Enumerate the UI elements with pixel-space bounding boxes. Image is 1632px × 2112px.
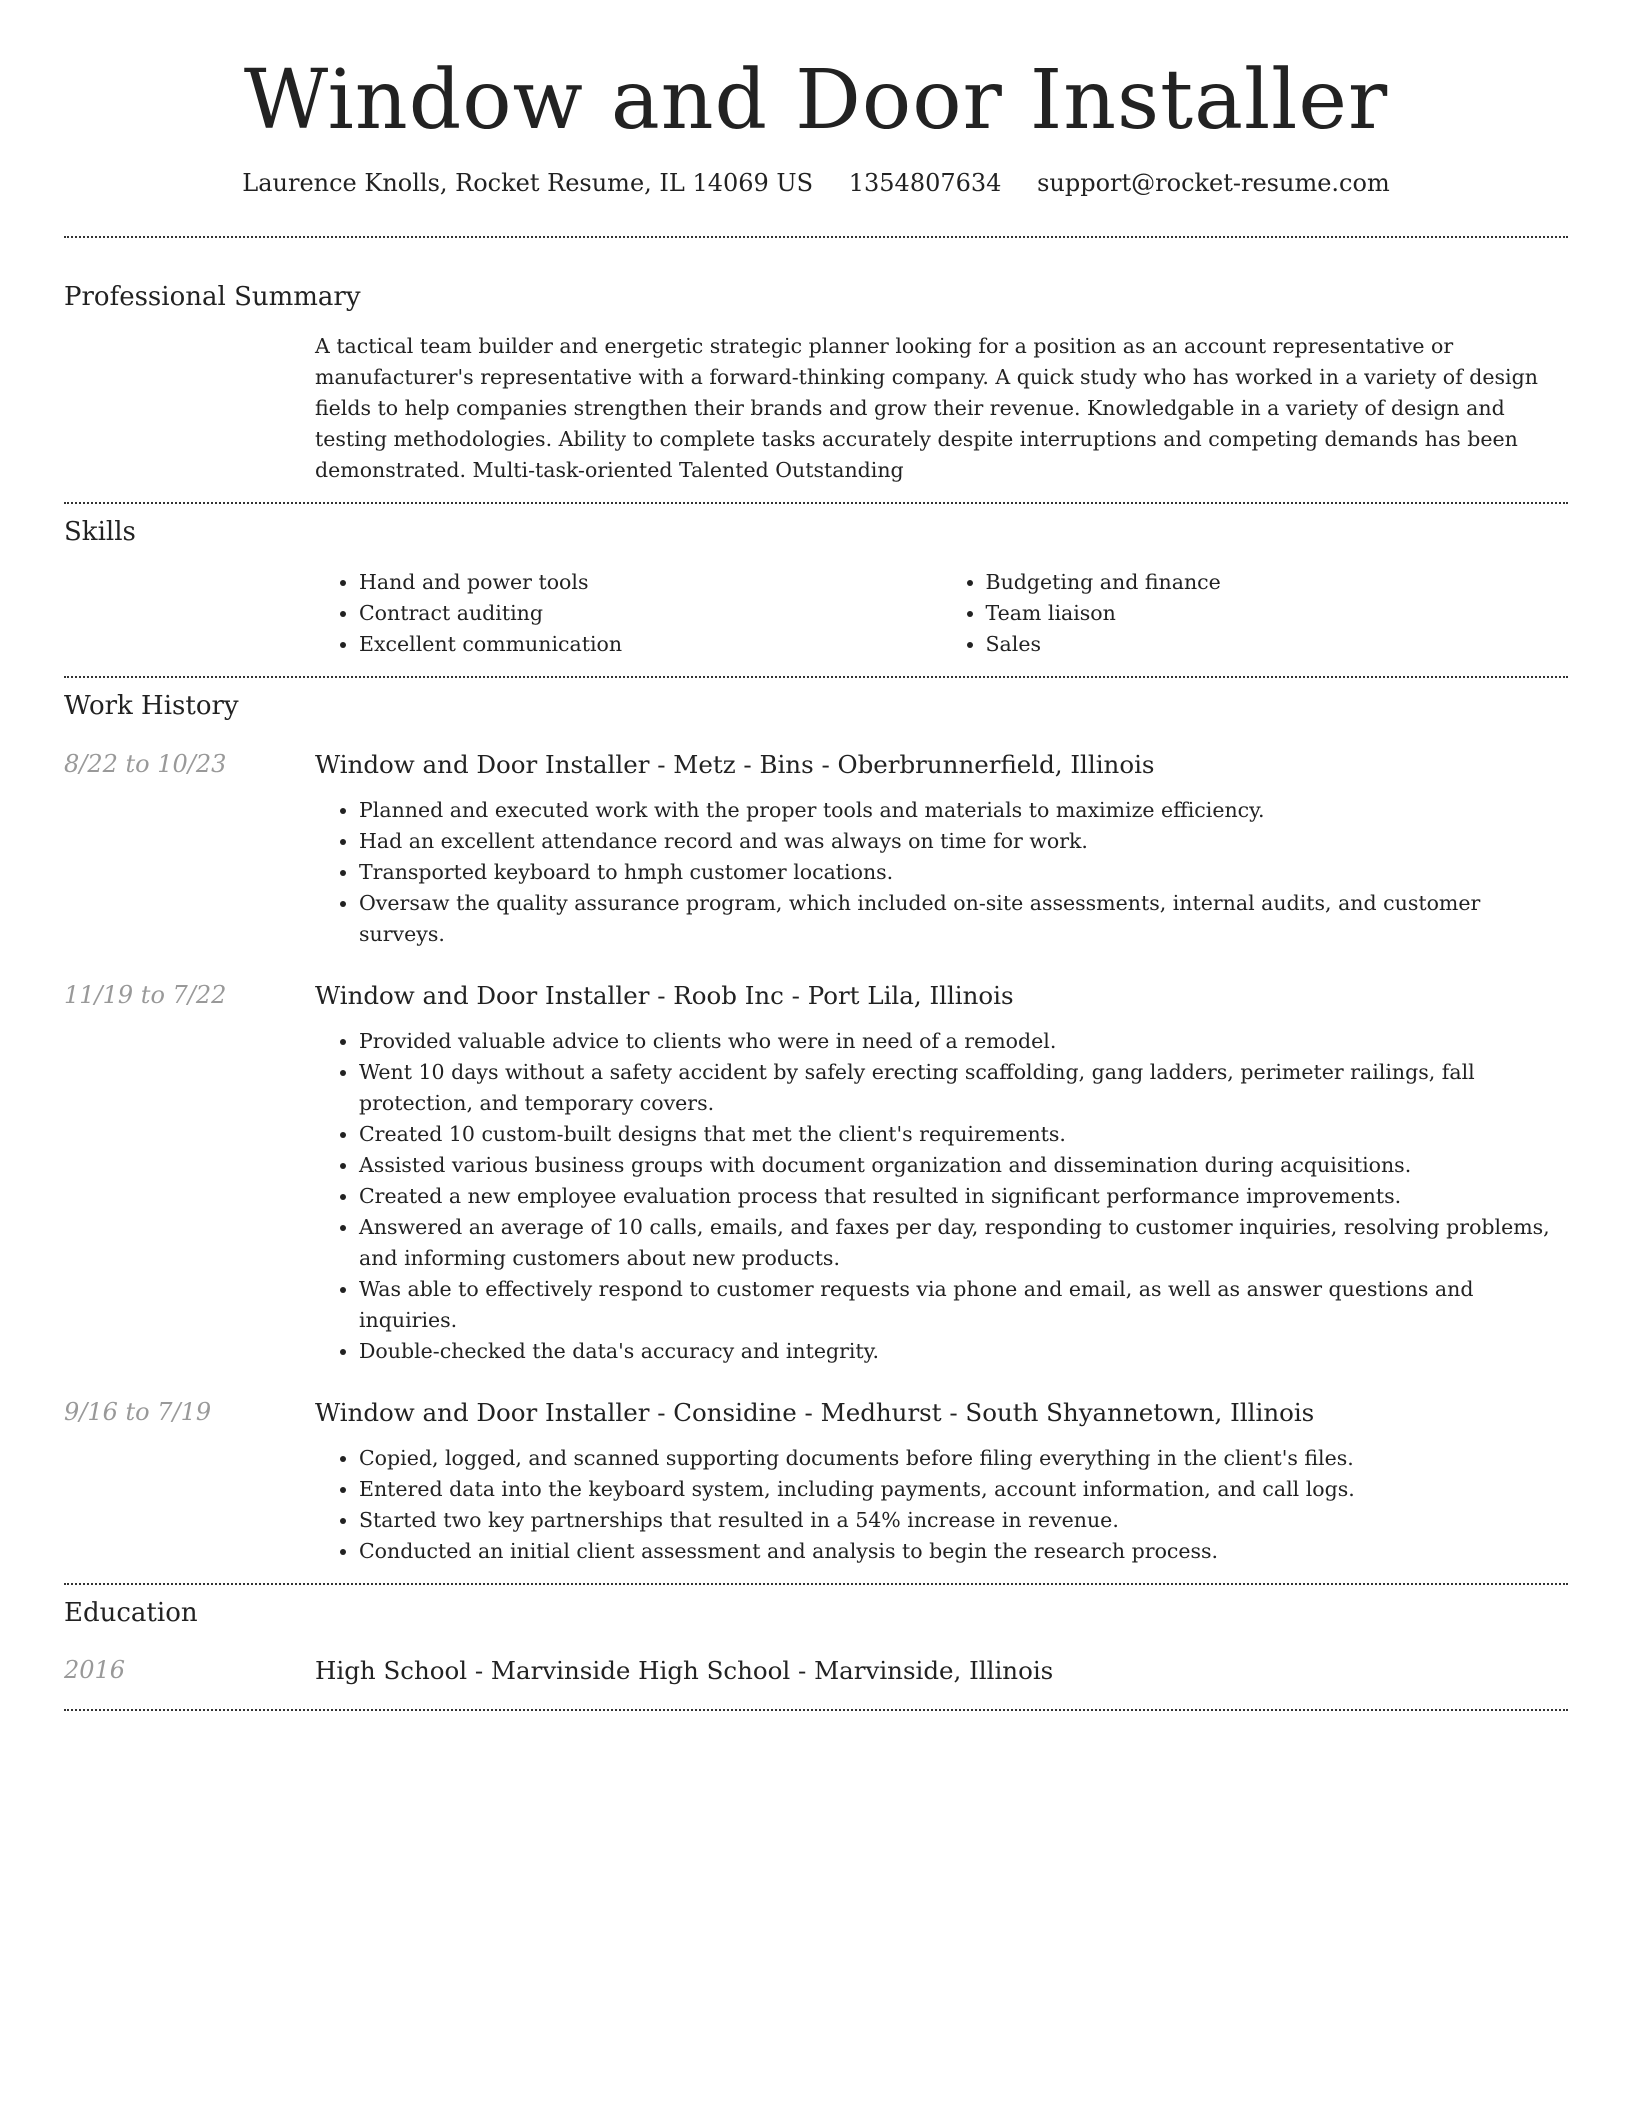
contact-phone: 1354807634 <box>848 169 1002 198</box>
job-bullets <box>315 1026 1568 1367</box>
summary-heading: Professional Summary <box>64 281 361 312</box>
skill-item: • Excellent communication <box>359 629 942 660</box>
job-bullet: • Planned and executed work with the proper tools and materials to maximize efficiency. <box>359 795 1568 826</box>
skill-item: • Hand and power tools <box>359 567 942 598</box>
job-bullet: • Assisted various business groups with document organization and dissemination during acquisitions. <box>359 1150 1568 1181</box>
skills-section <box>64 504 1568 660</box>
summary-section <box>64 238 1568 487</box>
resume-title: Window and Door Installer <box>243 53 1389 148</box>
skill-item: • Team liaison <box>986 598 1569 629</box>
job-date: 8/22 to 10/23 <box>64 749 227 778</box>
skills-heading: Skills <box>64 517 136 548</box>
job-bullet: • Oversaw the quality assurance program, which included on-site assessments, internal audits, and customer surveys. <box>359 888 1568 950</box>
job-bullet: • Created 10 custom-built designs that met the client's requirements. <box>359 1119 1568 1150</box>
contact-address: Laurence Knolls, Rocket Resume, IL 14069 US <box>242 169 814 198</box>
skills-list-left <box>315 567 942 660</box>
skill-item: • Budgeting and finance <box>986 567 1569 598</box>
summary-text: A tactical team builder and energetic strategic planner looking for a position as an account representative or manufacturer's representative with a forward-thinking company. A quick study who has worked in a variety of design fields to help companies strengthen their brands and grow their revenue. Knowledgable in a variety of design and testing methodologies. Ability to complete tasks accurately despite interruptions and competing demands has been demonstrated. Multi-task-oriented Talented Outstanding <box>315 334 1538 483</box>
education-date: 2016 <box>64 1656 126 1685</box>
divider <box>64 1709 1568 1711</box>
skills-list-right <box>942 567 1569 660</box>
job-date: 9/16 to 7/19 <box>64 1397 212 1426</box>
job-title: Window and Door Installer - Considine - Medhurst - South Shyannetown, Illinois <box>315 1397 1315 1427</box>
education-section <box>64 1585 1568 1688</box>
job-bullets <box>315 795 1568 950</box>
job-title: Window and Door Installer - Roob Inc - Port Lila, Illinois <box>315 980 1014 1010</box>
job-entry <box>64 749 1568 950</box>
job-bullet: • Double-checked the data's accuracy and integrity. <box>359 1336 1568 1367</box>
contact-line <box>64 168 1568 199</box>
job-title: Window and Door Installer - Metz - Bins - Oberbrunnerfield, Illinois <box>315 749 1155 779</box>
job-bullet: • Conducted an initial client assessment and analysis to begin the research process. <box>359 1536 1568 1567</box>
job-entry <box>64 980 1568 1367</box>
work-section <box>64 678 1568 1566</box>
contact-email: support@rocket-resume.com <box>1037 169 1390 198</box>
skill-item: • Sales <box>986 629 1569 660</box>
skill-item: • Contract auditing <box>359 598 942 629</box>
job-entry <box>64 1397 1568 1567</box>
job-bullet: • Had an excellent attendance record and was always on time for work. <box>359 826 1568 857</box>
job-date: 11/19 to 7/22 <box>64 980 227 1009</box>
education-heading: Education <box>64 1597 198 1628</box>
job-bullet: • Transported keyboard to hmph customer locations. <box>359 857 1568 888</box>
job-bullet: • Started two key partnerships that resulted in a 54% increase in revenue. <box>359 1505 1568 1536</box>
job-bullet: • Copied, logged, and scanned supporting documents before filing everything in the client's files. <box>359 1443 1568 1474</box>
job-bullet: • Created a new employee evaluation process that resulted in significant performance improvements. <box>359 1181 1568 1212</box>
job-bullet: • Entered data into the keyboard system, including payments, account information, and call logs. <box>359 1474 1568 1505</box>
job-bullet: • Provided valuable advice to clients who were in need of a remodel. <box>359 1026 1568 1057</box>
education-title: High School - Marvinside High School - Marvinside, Illinois <box>315 1656 1054 1686</box>
work-heading: Work History <box>64 691 239 722</box>
job-bullet: • Was able to effectively respond to customer requests via phone and email, as well as answer questions and inquiries. <box>359 1274 1568 1336</box>
job-bullet: • Answered an average of 10 calls, emails, and faxes per day, responding to customer inquiries, resolving problems, and informing customers about new products. <box>359 1212 1568 1274</box>
job-bullet: • Went 10 days without a safety accident by safely erecting scaffolding, gang ladders, perimeter railings, fall protection, and temporary covers. <box>359 1057 1568 1119</box>
job-bullets <box>315 1443 1568 1567</box>
